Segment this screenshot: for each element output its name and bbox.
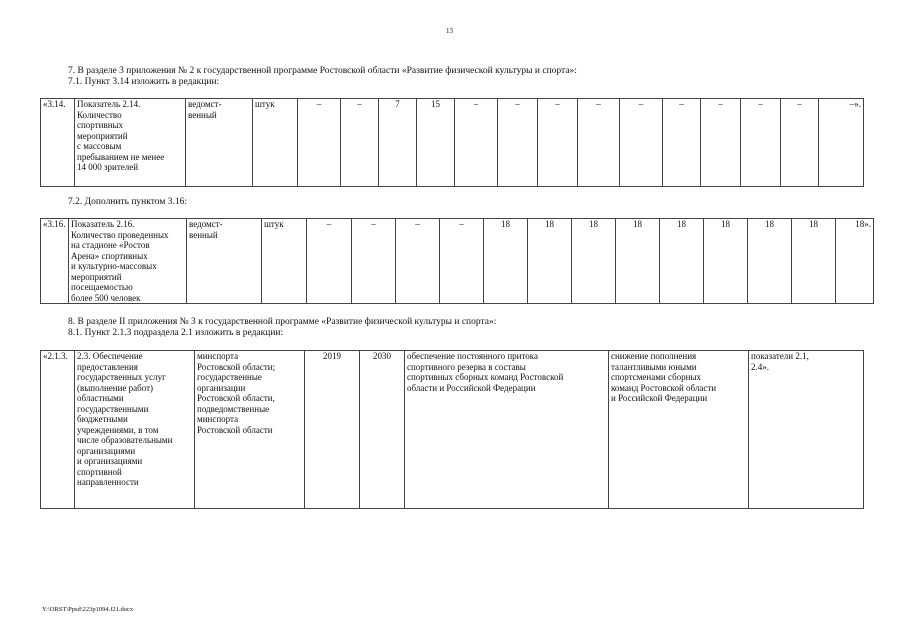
value-cell: 18 <box>792 219 836 304</box>
value-cell: – <box>620 99 663 187</box>
value-cell: 15 <box>417 99 455 187</box>
activity-name: 2.3. Обеспечение предоставления государственных услуг (выполнение работ) областными государственными бюджетными учреждениями, в том числе образовательными организациями и организациями спортивной направленности <box>75 351 195 509</box>
unit-cell: штук <box>253 99 298 187</box>
section7-heading: 7. В разделе 3 приложения № 2 к государственной программе Ростовской области «Развитие физической культуры и спорта»: <box>68 66 577 76</box>
value-cell: – <box>701 99 741 187</box>
value-cell: – <box>538 99 578 187</box>
value-cell: – <box>352 219 396 304</box>
value-cell: – <box>663 99 701 187</box>
value-cell: 18 <box>616 219 660 304</box>
indicator-type: ведомст- венный <box>187 219 262 304</box>
expected-result: обеспечение постоянного притока спортивного резерва в составы спортивных сборных команд Ростовской области и Российской Федерации <box>405 351 609 509</box>
value-cell: – <box>498 99 538 187</box>
value-cell: 18 <box>484 219 528 304</box>
value-cell: 18 <box>660 219 704 304</box>
link-cell: показатели 2.1, 2.4». <box>749 351 864 509</box>
start-year: 2019 <box>305 351 360 509</box>
value-cell: – <box>781 99 819 187</box>
value-cell: 18 <box>572 219 616 304</box>
indicator-table-3-16 <box>40 218 874 304</box>
value-cell: –». <box>819 99 864 187</box>
value-cell: 7 <box>379 99 417 187</box>
table-row <box>41 99 864 187</box>
value-cell: – <box>741 99 781 187</box>
section8-heading: 8. В разделе II приложения № 3 к государственной программе «Развитие физической культуры и спорта»: <box>68 317 497 327</box>
row-number: «2.1.3. <box>41 351 75 509</box>
end-year: 2030 <box>360 351 405 509</box>
table-row <box>41 219 874 304</box>
indicator-type: ведомст- венный <box>186 99 253 187</box>
file-path-footer: Y:\ORST\Ppsd\223p1094.f21.docx <box>42 606 134 613</box>
consequence-cell: снижение пополнения талантливыми юными спортсменами сборных команд Ростовской области и Российской Федерации <box>609 351 749 509</box>
value-cell: – <box>307 219 352 304</box>
value-cell: – <box>440 219 484 304</box>
unit-cell: штук <box>262 219 307 304</box>
item-7-2-heading: 7.2. Дополнить пунктом 3.16: <box>68 197 187 207</box>
value-cell: 18 <box>528 219 572 304</box>
executor-cell: минспорта Ростовской области; государственные организации Ростовской области, подведомственные минспорта Ростовской области <box>195 351 305 509</box>
page-number: 13 <box>446 27 453 35</box>
item-7-1-heading: 7.1. Пункт 3.14 изложить в редакции: <box>68 77 220 87</box>
indicator-name: Показатель 2.16. Количество проведенных на стадионе «Ростов Арена» спортивных и культурно-массовых мероприятий посещаемостью более 500 человек <box>69 219 187 304</box>
row-number: «3.14. <box>41 99 75 187</box>
value-cell: – <box>298 99 341 187</box>
value-cell: – <box>341 99 379 187</box>
value-cell: 18 <box>704 219 748 304</box>
table-row <box>41 351 864 509</box>
indicator-name: Показатель 2.14. Количество спортивных мероприятий с массовым пребыванием не менее 14 000 зрителей <box>75 99 186 187</box>
value-cell: – <box>396 219 440 304</box>
item-8-1-heading: 8.1. Пункт 2.1.3 подраздела 2.1 изложить в редакции: <box>68 328 284 338</box>
value-cell: – <box>455 99 498 187</box>
indicator-table-3-14 <box>40 98 864 187</box>
value-cell: – <box>578 99 620 187</box>
value-cell: 18 <box>748 219 792 304</box>
row-number: «3.16. <box>41 219 69 304</box>
value-cell: 18». <box>836 219 874 304</box>
activity-table-2-1-3 <box>40 350 864 509</box>
